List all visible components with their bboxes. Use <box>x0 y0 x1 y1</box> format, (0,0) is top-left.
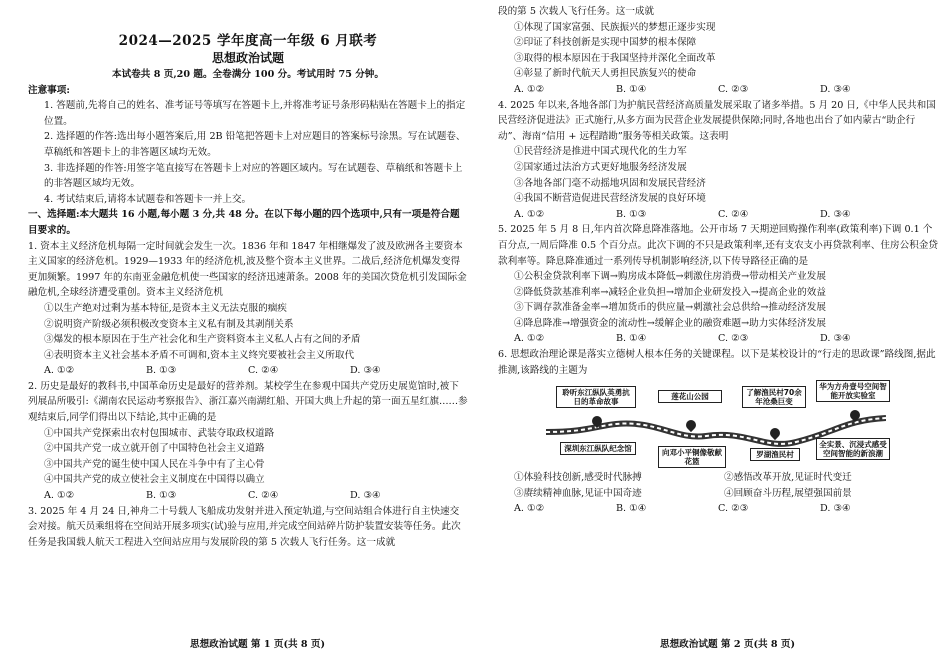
question-option: ①公积金贷款利率下调→购房成本降低→刺激住房消费→带动相关产业发展 <box>514 271 826 283</box>
choice-d: D. ③④ <box>820 503 851 515</box>
route-label: 华为方舟壹号空间智能开放实验室 <box>816 380 890 402</box>
notes-heading: 注意事项: <box>28 84 70 96</box>
choice-a: A. ①② <box>514 208 545 220</box>
exam-info: 本试卷共 8 页,20 题。全卷满分 100 分。考试用时 75 分钟。 <box>112 69 384 80</box>
question-option: ③中国共产党的诞生使中国人民在斗争中有了主心骨 <box>44 458 265 470</box>
question-option: ③赓续精神血脉,见证中国奇迹 <box>514 487 642 499</box>
choice-a: A. ①② <box>44 365 75 377</box>
question-option: ①中国共产党探索出农村包围城市、武装夺取政权道路 <box>44 427 275 439</box>
choice-a: A. ①② <box>44 490 75 502</box>
page-footer-left: 思想政治试题 第 1 页(共 8 页) <box>190 639 326 650</box>
choice-c: C. ②③ <box>718 83 749 95</box>
question-4 <box>498 98 938 223</box>
question-option: ②印证了科技创新是实现中国梦的根本保障 <box>514 37 697 49</box>
choice-d: D. ③④ <box>820 83 851 95</box>
question-stem: 1. 资本主义经济危机每隔一定时间就会发生一次。1836 年和 1847 年相继爆发了波及欧洲各主要资本主义国家的经济危机。1929—1933 年的经济危机,波及整个资本主义世界。二战后,经济危机爆发变得更加频繁。1997 年的东南亚金融危机使一些国家的经济迅速萧条。2008 年的美国次贷危机引发国际金融危机,全球经济遭受重创。资本主义经济危机 <box>28 240 467 299</box>
note-item: 2. 选择题的作答:选出每小题答案后,用 2B 铅笔把答题卡上对应题目的答案标号涂黑。写在试题卷、草稿纸和答题卡上的非答题区域均无效。 <box>44 131 466 158</box>
question-option: ③取得的根本原因在于我国坚持并深化全面改革 <box>514 52 716 64</box>
route-label: 聆听东江纵队英勇抗日的革命故事 <box>556 386 636 408</box>
choice-c: C. ②④ <box>248 490 279 502</box>
choice-c: C. ②④ <box>718 208 749 220</box>
question-stem-continued: 段的第 5 次载人飞行任务。这一成就 <box>498 6 655 17</box>
question-3-cont <box>498 4 938 98</box>
question-stem: 2. 历史是最好的教科书,中国革命历史是最好的营养剂。某校学生在参观中国共产党历史展览馆时,被下列展品所吸引:《湖南农民运动考察报告》、浙江嘉兴南湖红船、开国大典上升起的第一面五星红旗……参观结束后,同学们得出以下结论,其中正确的是 <box>28 380 468 424</box>
question-2 <box>28 379 468 504</box>
choice-b: B. ①③ <box>146 490 177 502</box>
left-column <box>28 32 468 551</box>
choice-c: C. ②③ <box>718 333 749 345</box>
question-option: ④彰显了新时代航天人勇担民族复兴的使命 <box>514 68 697 80</box>
question-1 <box>28 239 468 379</box>
question-option: ③爆发的根本原因在于生产社会化和生产资料资本主义私人占有之间的矛盾 <box>44 334 361 346</box>
answer-choices <box>498 331 938 347</box>
choice-a: A. ①② <box>514 333 545 345</box>
exam-subtitle: 思想政治试题 <box>211 51 284 65</box>
section-heading: 一、选择题:本大题共 16 小题,每小题 3 分,共 48 分。在以下每小题的四个选项中,只有一项是符合题目要求的。 <box>28 209 460 236</box>
choice-d: D. ③④ <box>820 333 851 345</box>
choice-b: B. ①③ <box>616 208 647 220</box>
choice-d: D. ③④ <box>350 365 381 377</box>
note-item: 4. 考试结束后,请将本试题卷和答题卡一并上交。 <box>44 193 252 205</box>
question-option: ③下调存款准备金率→增加货币的供应量→刺激社会总供给→推动经济发展 <box>514 302 826 314</box>
choice-b: B. ①④ <box>616 83 647 95</box>
question-option: ②说明资产阶级必须积极改变资本主义私有制及其剥削关系 <box>44 318 294 330</box>
answer-choices <box>28 488 468 504</box>
question-6 <box>498 347 938 517</box>
question-stem: 4. 2025 年以来,各地各部门为护航民营经济高质量发展采取了诸多举措。5 月 20 日,《中华人民共和国民营经济促进法》正式施行,从多方面为民营企业发展提供保障;同时,各地也出台了如内蒙古“助企行动”、海南“信用 + 远程踏勘”服务等相关政策。这表明 <box>498 99 936 142</box>
page-footer-right: 思想政治试题 第 2 页(共 8 页) <box>660 639 796 650</box>
question-3-start <box>28 504 468 551</box>
question-stem: 3. 2025 年 4 月 24 日,神舟二十号载人飞船成功发射并进入预定轨道,与空间站组合体进行自主快速交会对接。航天员乘组将在空间站开展多项实(试)验与应用,并完成空间站碎片防护装置安装等任务。此次任务是我国载人航天工程进入空间站应用与发展阶段的第 5 次载人飞行任务。这一成就 <box>28 505 461 548</box>
choice-c: C. ②③ <box>718 503 749 515</box>
right-column <box>498 4 938 517</box>
question-options-grid <box>498 470 938 501</box>
answer-choices <box>498 82 938 98</box>
question-stem: 5. 2025 年 5 月 8 日,年内首次降息降准落地。公开市场 7 天期逆回购操作利率(政策利率)下调 0.1 个百分点,一周后降准 0.5 个百分点。此次下调的不只是政策利率,还有支农支小再贷款利率、住房公积金贷款利率等。降息降准通过一系列传导机制影响经济,以下传导路径正确的是 <box>498 224 938 267</box>
question-option: ②感悟改革开放,见证时代变迁 <box>724 472 852 484</box>
answer-choices <box>498 501 938 517</box>
question-option: ②中国共产党一成立就开创了中国特色社会主义道路 <box>44 443 265 455</box>
question-option: ①体现了国家富强、民族振兴的梦想正逐步实现 <box>514 21 716 33</box>
route-label: 莲花山公园 <box>658 390 722 403</box>
choice-d: D. ③④ <box>820 208 851 220</box>
choice-b: B. ①④ <box>616 333 647 345</box>
question-option: ②降低贷款基准利率→减轻企业负担→增加企业研发投入→提高企业的效益 <box>514 286 826 298</box>
question-option: ①体验科技创新,感受时代脉搏 <box>514 472 642 484</box>
choice-a: A. ①② <box>514 83 545 95</box>
question-option: ③各地各部门毫不动摇地巩固和发展民营经济 <box>514 177 706 189</box>
route-label: 深圳东江纵队纪念馆 <box>560 442 636 455</box>
question-option: ①民营经济是推进中国式现代化的生力军 <box>514 146 687 158</box>
choice-b: B. ①③ <box>146 365 177 377</box>
question-option: ②国家通过法治方式更好地服务经济发展 <box>514 161 687 173</box>
question-option: ④表明资本主义社会基本矛盾不可调和,资本主义终究要被社会主义所取代 <box>44 349 355 361</box>
answer-choices <box>28 363 468 379</box>
route-label: 了解渔民村70余年沧桑巨变 <box>742 386 806 408</box>
question-option: ④中国共产党的成立使社会主义制度在中国得以确立 <box>44 474 265 486</box>
question-stem: 6. 思想政治理论课是落实立德树人根本任务的关键课程。以下是某校设计的“行走的思政课”路线图,据此推测,该路线的主题为 <box>498 349 936 376</box>
question-option: ④我国不断营造促进民营经济发展的良好环境 <box>514 193 706 205</box>
note-item: 3. 非选择题的作答:用签字笔直接写在答题卡上对应的答题区域内。写在试题卷、草稿纸和答题卡上的非答题区域均无效。 <box>44 162 463 190</box>
question-option: ①以生产绝对过剩为基本特征,是资本主义无法克服的痼疾 <box>44 302 287 314</box>
choice-b: B. ①④ <box>616 503 647 515</box>
question-5 <box>498 222 938 347</box>
exam-title: 2024—2025 学年度高一年级 6 月联考 <box>118 33 378 49</box>
choice-a: A. ①② <box>514 503 545 515</box>
answer-choices <box>498 207 938 223</box>
note-item: 1. 答题前,先将自己的姓名、准考证号等填写在答题卡上,并将准考证号条形码粘贴在答题卡上的指定位置。 <box>44 100 466 127</box>
question-option: ④回顾奋斗历程,展望强国前景 <box>724 487 852 499</box>
route-label: 罗湖渔民村 <box>750 448 800 461</box>
route-label: 全实景、沉浸式感受空间智能的新浪潮 <box>816 438 890 460</box>
route-label: 向邓小平铜像敬献花篮 <box>658 446 726 468</box>
question-option: ④降息降准→增强资金的流动性→缓解企业的融资难题→助力实体经济发展 <box>514 317 826 329</box>
route-diagram <box>546 380 886 468</box>
choice-c: C. ②④ <box>248 365 279 377</box>
choice-d: D. ③④ <box>350 490 381 502</box>
